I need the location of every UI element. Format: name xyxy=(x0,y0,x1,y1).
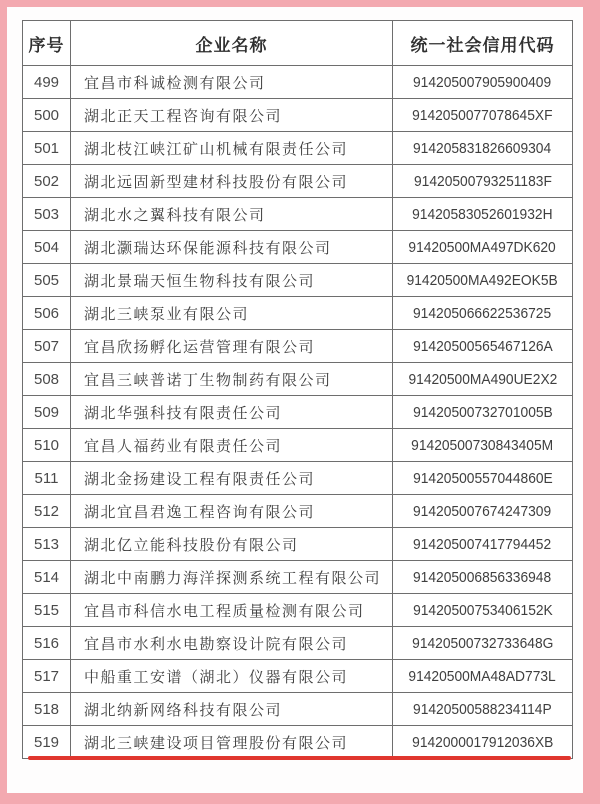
serial-number-cell: 506 xyxy=(23,297,71,330)
company-name-cell: 湖北灏瑞达环保能源科技有限公司 xyxy=(71,231,393,264)
serial-number-cell: 505 xyxy=(23,264,71,297)
serial-number-cell: 512 xyxy=(23,495,71,528)
table-row xyxy=(23,363,573,396)
serial-number-cell: 511 xyxy=(23,462,71,495)
header-serial-number: 序号 xyxy=(23,21,71,66)
table-row xyxy=(23,495,573,528)
document-page xyxy=(7,7,583,793)
table-body xyxy=(23,66,573,759)
serial-number-cell: 504 xyxy=(23,231,71,264)
company-credit-code-table xyxy=(22,20,573,759)
credit-code-cell: 91420500753406152K xyxy=(393,594,573,627)
header-credit-code: 统一社会信用代码 xyxy=(393,21,573,66)
company-name-cell: 湖北景瑞天恒生物科技有限公司 xyxy=(71,264,393,297)
serial-number-cell: 502 xyxy=(23,165,71,198)
credit-code-cell: 91420500565467126A xyxy=(393,330,573,363)
table-row xyxy=(23,462,573,495)
company-name-cell: 湖北枝江峡江矿山机械有限责任公司 xyxy=(71,132,393,165)
credit-code-cell: 91420500MA492EOK5B xyxy=(393,264,573,297)
serial-number-cell: 510 xyxy=(23,429,71,462)
company-name-cell: 宜昌三峡普诺丁生物制药有限公司 xyxy=(71,363,393,396)
credit-code-cell: 914205007417794452 xyxy=(393,528,573,561)
table-row xyxy=(23,264,573,297)
serial-number-cell: 500 xyxy=(23,99,71,132)
table-row xyxy=(23,693,573,726)
credit-code-cell: 914205006856336948 xyxy=(393,561,573,594)
credit-code-cell: 91420500732701005B xyxy=(393,396,573,429)
credit-code-cell: 914205007674247309 xyxy=(393,495,573,528)
table-row xyxy=(23,396,573,429)
credit-code-cell: 91420500MA497DK620 xyxy=(393,231,573,264)
table-row xyxy=(23,231,573,264)
red-highlight-underline xyxy=(28,756,571,760)
serial-number-cell: 517 xyxy=(23,660,71,693)
table-row xyxy=(23,660,573,693)
table-row xyxy=(23,726,573,759)
serial-number-cell: 509 xyxy=(23,396,71,429)
credit-code-cell: 914205007905900409 xyxy=(393,66,573,99)
company-name-cell: 湖北水之翼科技有限公司 xyxy=(71,198,393,231)
table-row xyxy=(23,330,573,363)
company-name-cell: 湖北三峡建设项目管理股份有限公司 xyxy=(71,726,393,759)
company-name-cell: 湖北华强科技有限责任公司 xyxy=(71,396,393,429)
company-name-cell: 湖北金扬建设工程有限责任公司 xyxy=(71,462,393,495)
table-row xyxy=(23,627,573,660)
serial-number-cell: 507 xyxy=(23,330,71,363)
credit-code-cell: 91420500588234114P xyxy=(393,693,573,726)
serial-number-cell: 501 xyxy=(23,132,71,165)
serial-number-cell: 499 xyxy=(23,66,71,99)
table-row xyxy=(23,297,573,330)
company-name-cell: 湖北宜昌君逸工程咨询有限公司 xyxy=(71,495,393,528)
company-name-cell: 宜昌市科诚检测有限公司 xyxy=(71,66,393,99)
company-name-cell: 湖北中南鹏力海洋探测系统工程有限公司 xyxy=(71,561,393,594)
credit-code-cell: 91420583052601932H xyxy=(393,198,573,231)
credit-code-cell: 91420500730843405M xyxy=(393,429,573,462)
serial-number-cell: 514 xyxy=(23,561,71,594)
credit-code-cell: 91420500MA490UE2X2 xyxy=(393,363,573,396)
serial-number-cell: 516 xyxy=(23,627,71,660)
header-company-name: 企业名称 xyxy=(71,21,393,66)
credit-code-cell: 9142000017912036XB xyxy=(393,726,573,759)
serial-number-cell: 515 xyxy=(23,594,71,627)
table-header-row xyxy=(23,21,573,66)
company-name-cell: 宜昌市水利水电勘察设计院有限公司 xyxy=(71,627,393,660)
company-name-cell: 湖北亿立能科技股份有限公司 xyxy=(71,528,393,561)
serial-number-cell: 513 xyxy=(23,528,71,561)
company-name-cell: 湖北纳新网络科技有限公司 xyxy=(71,693,393,726)
company-name-cell: 宜昌人福药业有限责任公司 xyxy=(71,429,393,462)
credit-code-cell: 914205066622536725 xyxy=(393,297,573,330)
table-row xyxy=(23,132,573,165)
company-name-cell: 湖北正天工程咨询有限公司 xyxy=(71,99,393,132)
table-row xyxy=(23,561,573,594)
table-row xyxy=(23,528,573,561)
table-row xyxy=(23,66,573,99)
table-row xyxy=(23,429,573,462)
credit-code-cell: 91420500732733648G xyxy=(393,627,573,660)
credit-code-cell: 91420500793251183F xyxy=(393,165,573,198)
company-name-cell: 宜昌市科信水电工程质量检测有限公司 xyxy=(71,594,393,627)
table-row xyxy=(23,99,573,132)
credit-code-cell: 9142050077078645XF xyxy=(393,99,573,132)
serial-number-cell: 519 xyxy=(23,726,71,759)
company-name-cell: 湖北三峡泵业有限公司 xyxy=(71,297,393,330)
company-name-cell: 中船重工安谱（湖北）仪器有限公司 xyxy=(71,660,393,693)
credit-code-cell: 914205831826609304 xyxy=(393,132,573,165)
serial-number-cell: 503 xyxy=(23,198,71,231)
serial-number-cell: 508 xyxy=(23,363,71,396)
company-name-cell: 湖北远固新型建材科技股份有限公司 xyxy=(71,165,393,198)
table-row xyxy=(23,198,573,231)
credit-code-cell: 91420500MA48AD773L xyxy=(393,660,573,693)
serial-number-cell: 518 xyxy=(23,693,71,726)
company-name-cell: 宜昌欣扬孵化运营管理有限公司 xyxy=(71,330,393,363)
table-row xyxy=(23,594,573,627)
credit-code-cell: 91420500557044860E xyxy=(393,462,573,495)
table-row xyxy=(23,165,573,198)
